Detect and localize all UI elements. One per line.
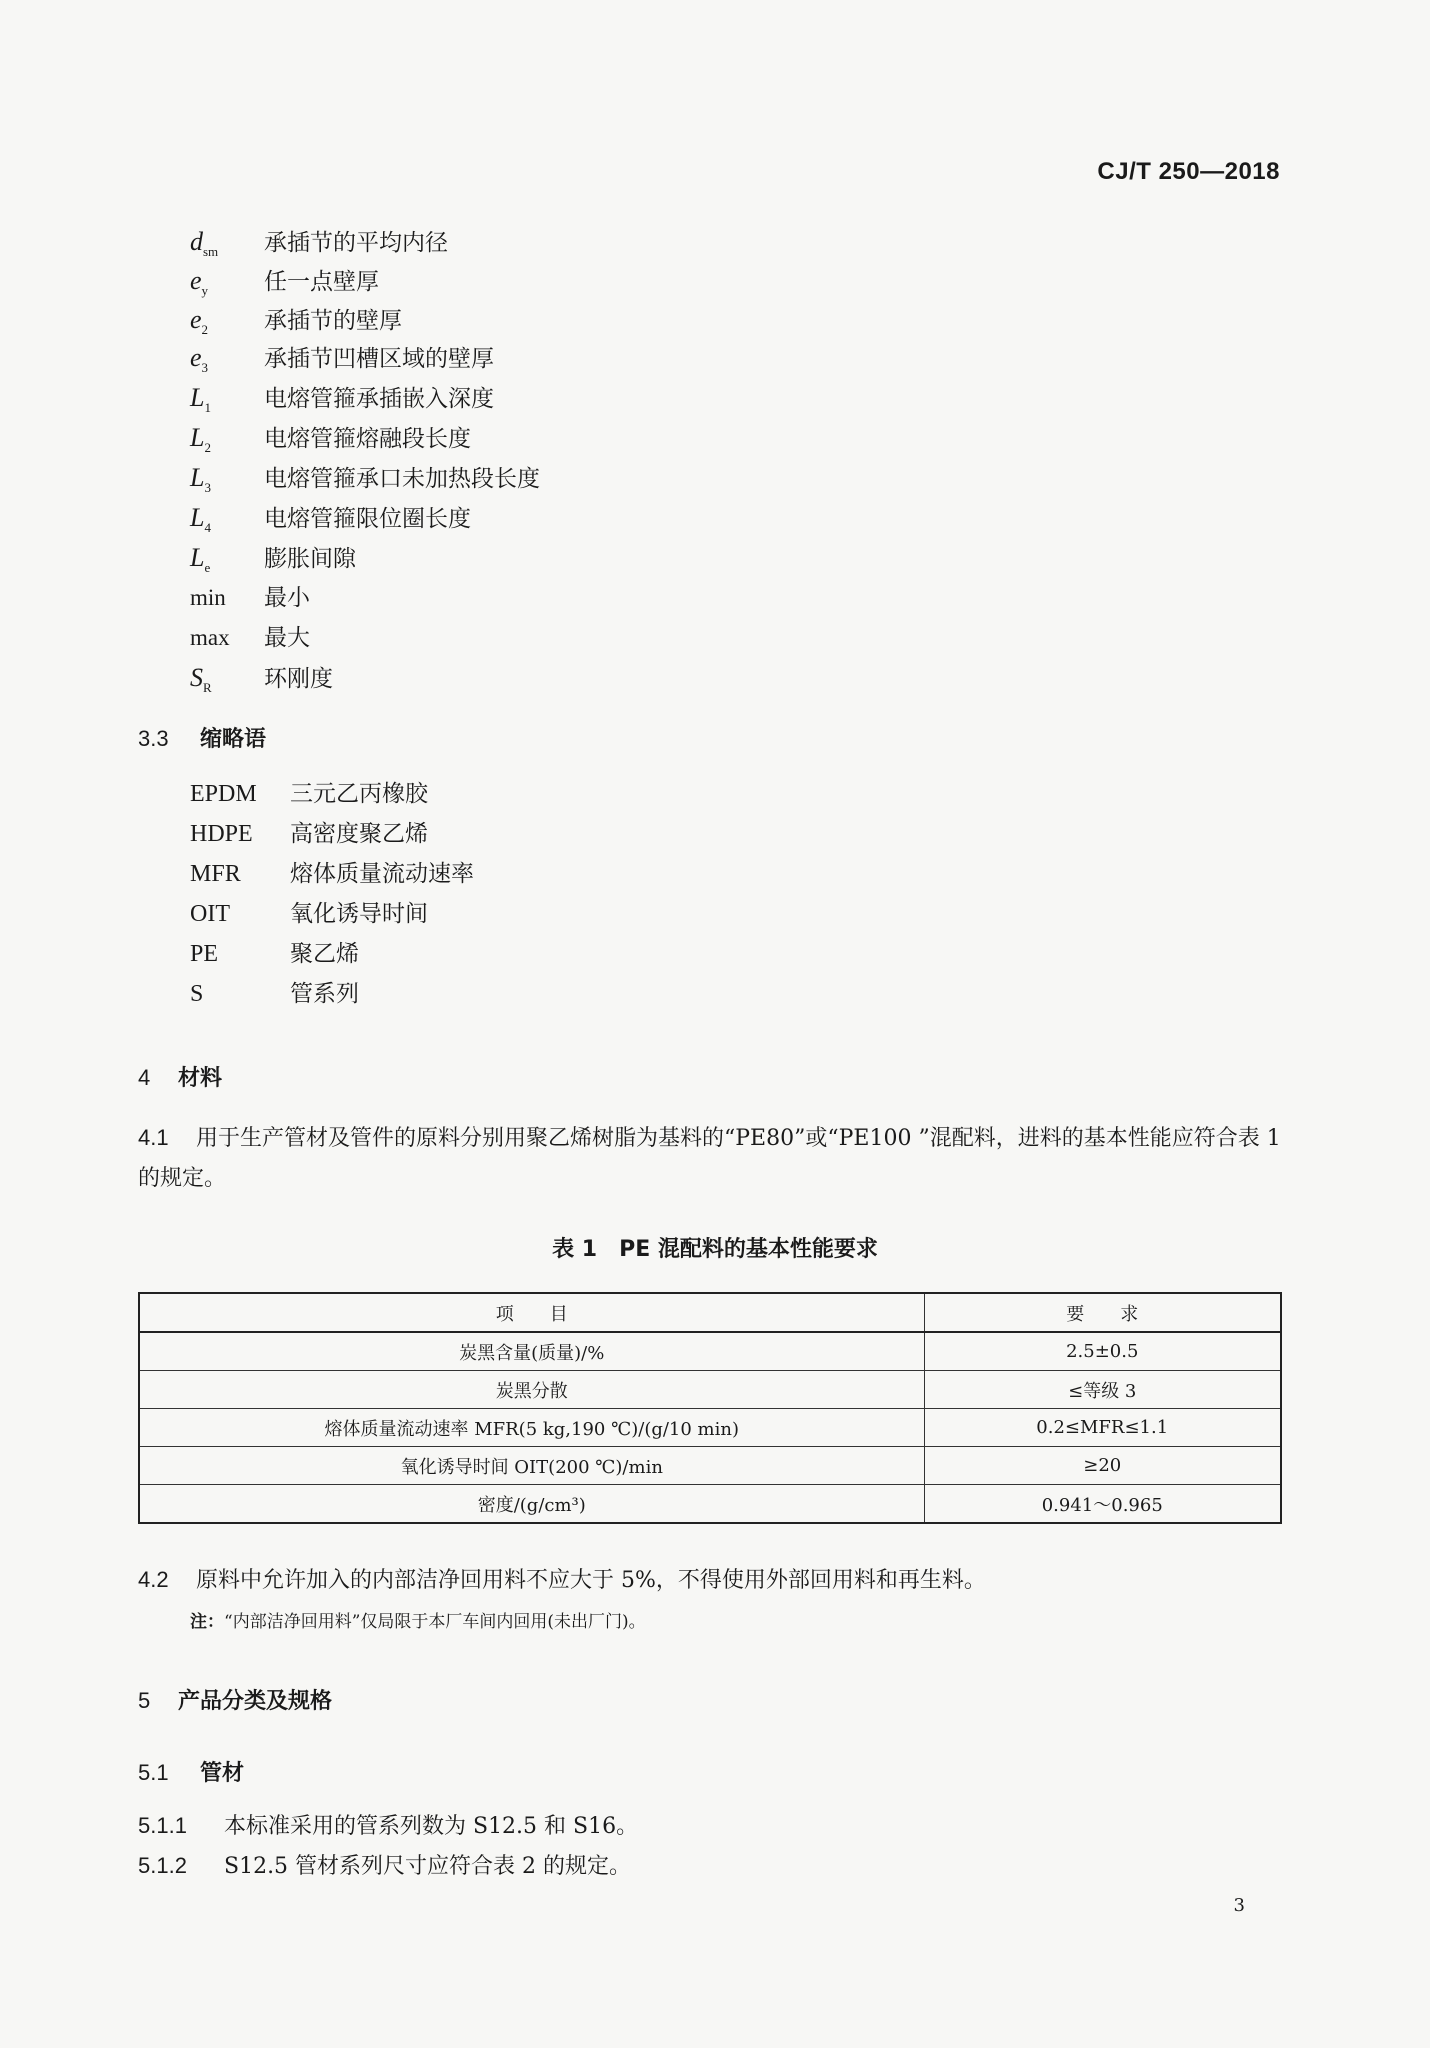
section-heading: 5 产品分类及规格 — [138, 1688, 333, 1714]
symbol-desc: 膨胀间隙 — [264, 546, 356, 572]
abbreviation: S — [190, 981, 204, 1007]
table-row — [139, 1485, 1281, 1524]
table-caption: 表 1 PE 混配料的基本性能要求 — [552, 1237, 878, 1262]
paragraph-5-1-2: 5.1.2 S12.5 管材系列尺寸应符合表 2 的规定。 — [138, 1853, 632, 1879]
section-heading: 5.1 管材 — [138, 1760, 245, 1786]
paragraph-5-1-1: 5.1.1 本标准采用的管系列数为 S12.5 和 S16。 — [138, 1813, 639, 1839]
symbol-desc: 最大 — [264, 625, 310, 651]
symbol-desc: 最小 — [264, 585, 310, 611]
abbreviation-row — [190, 894, 428, 934]
symbol-desc: 电熔管箍限位圈长度 — [264, 506, 471, 532]
symbol-row — [190, 578, 310, 618]
abbreviation: OIT — [190, 901, 230, 927]
symbol: max — [190, 625, 230, 650]
symbol-desc: 电熔管箍承插嵌入深度 — [264, 386, 494, 412]
table-cell: 炭黑含量(质量)/% — [139, 1332, 924, 1371]
table-row — [139, 1409, 1281, 1447]
symbol-row — [190, 222, 448, 262]
table-header: 项 目 — [139, 1293, 924, 1332]
abbreviation-row — [190, 774, 428, 814]
symbol-row — [190, 418, 471, 458]
abbreviation-row — [190, 974, 359, 1014]
symbol-row — [190, 658, 333, 698]
abbreviation-desc: 聚乙烯 — [290, 941, 359, 967]
symbol: $L_3$ — [190, 463, 211, 496]
properties-table — [138, 1292, 1282, 1524]
abbreviation-row — [190, 934, 359, 974]
table-row — [139, 1332, 1281, 1371]
symbol: $L_e$ — [190, 543, 211, 576]
abbreviation-row — [190, 854, 474, 894]
symbol-row — [190, 498, 471, 538]
abbreviation-desc: 三元乙丙橡胶 — [290, 781, 428, 807]
symbol: $L_4$ — [190, 503, 211, 536]
abbreviation-desc: 管系列 — [290, 981, 359, 1007]
section-heading: 4 材料 — [138, 1065, 223, 1091]
table-header: 要 求 — [924, 1293, 1281, 1332]
abbreviation: PE — [190, 941, 219, 967]
symbol-desc: 承插节的平均内径 — [264, 230, 448, 256]
table-cell: 熔体质量流动速率 MFR(5 kg,190 ℃)/(g/10 min) — [139, 1409, 924, 1447]
symbol-desc: 承插节的壁厚 — [264, 308, 402, 334]
standard-code: CJ/T 250—2018 — [1097, 158, 1280, 185]
table-cell: 密度/(g/cm³) — [139, 1485, 924, 1524]
table-cell: ≥20 — [924, 1447, 1281, 1485]
table-row — [139, 1447, 1281, 1485]
table-cell: ≤等级 3 — [924, 1371, 1281, 1409]
page-number: 3 — [1233, 1895, 1245, 1916]
abbreviation-desc: 氧化诱导时间 — [290, 901, 428, 927]
symbol: $L_2$ — [190, 423, 211, 456]
abbreviation: HDPE — [190, 821, 253, 847]
symbol-row — [190, 378, 494, 418]
symbol-row — [190, 538, 356, 578]
abbreviation-desc: 高密度聚乙烯 — [290, 821, 428, 847]
symbol-row — [190, 338, 494, 378]
symbol: $e_2$ — [190, 305, 209, 338]
symbol-desc: 任一点壁厚 — [264, 269, 379, 295]
section-heading: 3.3 缩略语 — [138, 726, 267, 752]
symbol: min — [190, 585, 226, 610]
paragraph-4-2: 4.2 原料中允许加入的内部洁净回用料不应大于 5%，不得使用外部回用料和再生料。 — [138, 1567, 986, 1593]
paragraph-4-1: 4.1 用于生产管材及管件的原料分别用聚乙烯树脂为基料的“PE80”或“PE100 ”混配料，进料的基本性能应符合表 1 的规定。 — [138, 1125, 1281, 1191]
abbreviation-row — [190, 814, 428, 854]
symbol: $S_R$ — [190, 663, 212, 696]
symbol: $e_3$ — [190, 343, 209, 376]
table-cell: 0.2≤MFR≤1.1 — [924, 1409, 1281, 1447]
symbol-desc: 承插节凹槽区域的壁厚 — [264, 346, 494, 372]
symbol-row — [190, 458, 540, 498]
abbreviation: EPDM — [190, 781, 257, 807]
note: 注：“内部洁净回用料”仅局限于本厂车间内回用(未出厂门)。 — [190, 1612, 646, 1632]
table-cell: 炭黑分散 — [139, 1371, 924, 1409]
symbol: $d_{sm}$ — [190, 227, 219, 260]
symbol-row — [190, 300, 402, 340]
symbol-desc: 电熔管箍承口未加热段长度 — [264, 466, 540, 492]
symbol-desc: 电熔管箍熔融段长度 — [264, 426, 471, 452]
symbol: $L_1$ — [190, 383, 211, 416]
symbol-row — [190, 261, 379, 301]
abbreviation: MFR — [190, 861, 241, 887]
table-cell: 氧化诱导时间 OIT(200 ℃)/min — [139, 1447, 924, 1485]
abbreviation-desc: 熔体质量流动速率 — [290, 861, 474, 887]
table-row — [139, 1371, 1281, 1409]
table-header-row — [139, 1293, 1281, 1332]
table-cell: 0.941～0.965 — [924, 1485, 1281, 1524]
symbol-row — [190, 618, 310, 658]
symbol-desc: 环刚度 — [264, 666, 333, 692]
table-cell: 2.5±0.5 — [924, 1332, 1281, 1371]
symbol: $e_y$ — [190, 266, 209, 299]
